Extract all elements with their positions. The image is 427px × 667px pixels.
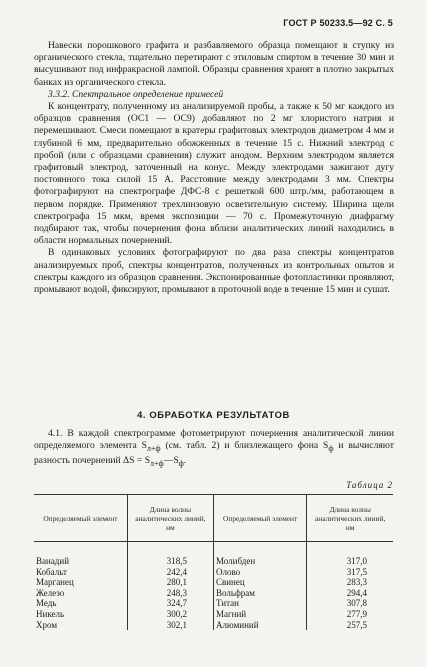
wavelength-cell: 317,0 <box>307 542 393 567</box>
element-name-cell: Свинец <box>213 577 306 588</box>
subscript: л+ф <box>146 444 161 454</box>
text-run: —S <box>163 455 179 467</box>
wavelength-cell: 317,5 <box>307 567 393 578</box>
wavelength-cell: 242,4 <box>127 567 213 578</box>
body-text <box>34 40 394 296</box>
table-row <box>34 620 393 631</box>
column-header: Длина волны аналитических линий, нм <box>127 495 213 542</box>
wavelength-cell: 324,7 <box>127 598 213 609</box>
text-run: . <box>183 455 187 467</box>
element-name-cell: Титан <box>213 598 306 609</box>
element-name-cell: Медь <box>36 598 57 609</box>
element-name-cell: Молибден <box>213 542 306 567</box>
text-run: 4.1. В каждой спектрограмме фотометрируют почернения аналитической линии определяемого элемента S <box>34 428 394 452</box>
subscript: ф <box>178 459 184 469</box>
table-caption: Таблица 2 <box>346 480 393 490</box>
wavelength-cell: 277,9 <box>307 609 393 620</box>
text-run: и вычисляют разность почернений ΔS = S <box>34 440 394 467</box>
element-name-cell: Хром <box>36 619 58 630</box>
element-name-cell: Магний <box>213 609 306 620</box>
text-run: (см. табл. 2) и близлежащего фона S <box>160 440 329 452</box>
wavelength-cell: 280,1 <box>127 577 213 588</box>
element-name-cell: Железо <box>36 587 65 598</box>
paragraph: В одинаковых условиях фотографируют по два раза спектры концентратов анализируемых проб, спектры концентратов, полученных из контрольных опытов и спектры каждого из образцов сравнения. Экспонированные фотопластинки проявляют, промывают водой, фиксируют, промывают в проточной воде в течение 15 мин и сушат. <box>34 247 394 296</box>
subscript: л+ф <box>150 459 164 469</box>
table-header-row <box>34 495 393 542</box>
wavelength-cell: 257,5 <box>307 620 393 631</box>
table-row <box>34 577 393 588</box>
section-4-text <box>34 428 394 470</box>
wavelength-cell: 302,1 <box>127 620 213 631</box>
table-row <box>34 598 393 609</box>
paragraph: Навески порошкового графита и разбавляемого образца помещают в ступку из органического стекла, тщательно перетирают с этиловым спиртом в течение 30 мин и высушивают под инфракрасной лампой. Образцы сравнения хранят в плотно закрытых банках из органического стекла. <box>34 40 394 88</box>
subsection-heading: 3.3.2. Спектральное определение примесей <box>48 88 224 100</box>
element-name-cell: Олово <box>213 567 306 578</box>
table-row <box>34 609 393 620</box>
element-name-cell: Ванадий <box>36 556 70 566</box>
section-title: 4. ОБРАБОТКА РЕЗУЛЬТАТОВ <box>137 409 290 420</box>
element-name-cell: Вольфрам <box>213 588 306 599</box>
table-row <box>34 588 393 599</box>
table-row <box>34 567 393 578</box>
element-name-cell: Марганец <box>36 577 74 588</box>
wavelength-cell: 294,4 <box>307 588 393 599</box>
wavelength-cell: 283,3 <box>307 577 393 588</box>
column-header: Длина волны аналитических линий, нм <box>307 495 393 542</box>
wavelength-cell: 318,5 <box>127 542 213 567</box>
element-name-cell: Никель <box>36 608 65 619</box>
table-row <box>34 542 393 567</box>
page-header: ГОСТ Р 50233.5—92 С. 5 <box>283 18 393 28</box>
column-header: Определяемый элемент <box>34 495 127 542</box>
element-name-cell: Кобальт <box>36 566 67 577</box>
paragraph <box>34 428 394 470</box>
subscript: ф <box>328 444 334 454</box>
wavelength-cell: 248,3 <box>127 588 213 599</box>
column-header: Определяемый элемент <box>213 495 306 542</box>
element-name-cell: Алюминий <box>213 620 306 631</box>
paragraph: К концентрату, полученному из анализируемой пробы, а также к 50 мг каждого из образцов сравнения (ОС1 — ОС9) добавляют по 2 мг хлористого натрия и перемешивают. Смеси помещают в кратеры графитовых электродов диаметром 4 мм и глубиной 6 мм, предварительно обожженных в течение 15 с. Нижний электрод с пробой (или с образцами сравнения) служит анодом. Верхним электродом является графитовый электрод, заточенный на конус. Между электродами зажигают дугу постоянного тока силой 15 А. Расстояние между электродами 3 мм. Спектры фотографируют на спектрографе ДФС-8 с решеткой 600 штр./мм, работающем в первом порядке. Применяют трехлинзовую осветительную систему. Ширина щели спектрографа 15 мкм, время экспозиции — 70 с. Промежуточную диафрагму подбирают так, чтобы почернения фона вблизи аналитических линий находились в области нормальных почернений. <box>34 101 394 247</box>
wavelength-cell: 307,8 <box>307 598 393 609</box>
wavelength-table <box>34 494 393 630</box>
table-body <box>34 542 393 631</box>
wavelength-cell: 300,2 <box>127 609 213 620</box>
